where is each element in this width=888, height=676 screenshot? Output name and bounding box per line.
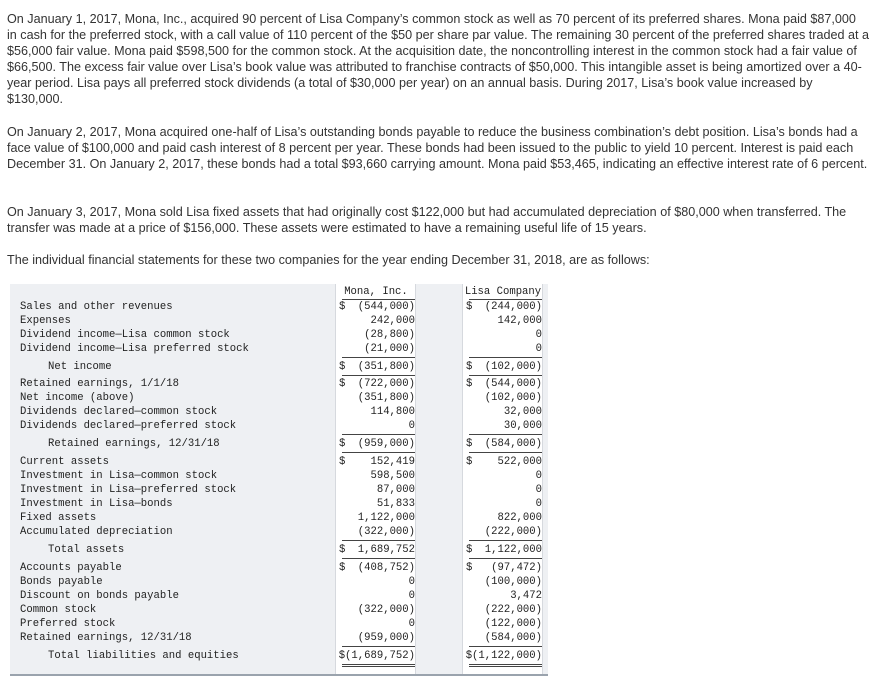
mona-value: (408,752) [357,562,415,574]
mona-value: 51,833 [376,498,415,510]
dollar-sign: $ [466,438,473,450]
subtotal-rule [342,540,415,541]
dollar-sign: $ [466,301,473,313]
mona-value: $(1,689,752) [338,650,415,662]
lisa-value: (102,000) [484,392,542,404]
lisa-value: (222,000) [484,526,542,538]
subtotal-rule [469,646,542,647]
mona-value: (544,000) [357,301,415,313]
mona-value: (322,000) [357,604,415,616]
mona-value: 242,000 [370,315,415,327]
mona-value: (21,000) [364,343,415,355]
table-row [10,391,548,405]
row-label: Current assets [20,456,110,468]
double-rule [342,664,415,665]
mona-value: (722,000) [357,378,415,390]
row-label: Total liabilities and equities [48,650,239,662]
lisa-value: 30,000 [503,420,542,432]
dollar-sign: $ [466,544,473,556]
subtotal-rule [342,357,415,358]
lisa-value: 3,472 [510,590,542,602]
lisa-value: 0 [535,329,542,341]
mona-value: 114,800 [370,406,415,418]
table-row [10,511,548,525]
lisa-value: 1,122,000 [484,544,542,556]
lisa-value: 0 [535,498,542,510]
lisa-column-header: Lisa Company [464,286,542,298]
mona-value: 598,500 [370,470,415,482]
table-row [10,497,548,511]
row-label: Dividend income—Lisa common stock [20,329,230,341]
row-label: Net income [48,361,112,373]
table-row [10,483,548,497]
total-rule [342,558,415,559]
subtotal-rule [342,434,415,435]
dollar-sign: $ [466,456,473,468]
table-row [10,405,548,419]
dollar-sign: $ [466,562,473,574]
subtotal-rule [469,540,542,541]
mona-value: (28,800) [364,329,415,341]
table-row [10,377,548,391]
table-row [10,328,548,342]
subtotal-rule [469,434,542,435]
problem-paragraph-bonds: On January 2, 2017, Mona acquired one-half of Lisa’s outstanding bonds payable to reduce the business combination’s debt position. Lisa’s bonds had a face value of $100,000 and paid cash interest of 8 percent per year. These bonds had been issued to the public to yield 10 percent. Interest is paid each December 31. On January 2, 2017, these bonds had a total $93,660 carrying amount. Mona paid $53,465, indicating an effective interest rate of 6 percent. [7,125,868,171]
dollar-sign: $ [339,544,346,556]
row-label: Investment in Lisa—preferred stock [20,484,237,496]
mona-value: (351,800) [357,392,415,404]
mona-value: (959,000) [357,438,415,450]
dollar-sign: $ [339,562,346,574]
lisa-value: (584,000) [484,632,542,644]
lisa-value: 0 [535,484,542,496]
table-row-total [10,360,548,374]
lisa-value: 142,000 [497,315,542,327]
mona-value: 87,000 [376,484,415,496]
row-label: Dividend income—Lisa preferred stock [20,343,249,355]
table-row-total [10,649,548,663]
problem-paragraph-acquisition: On January 1, 2017, Mona, Inc., acquired 90 percent of Lisa Company’s common stock as well as 70 percent of its preferred shares. Mona paid $87,000 in cash for the preferred stock, with a call value of 110 percent of the $50 per share par value. The remaining 30 percent of the preferred shares traded at a $56,000 fair value. Mona paid $598,500 for the common stock. At the acquisition date, the noncontrolling interest in the common stock had a fair value of $66,500. The excess fair value over Lisa’s book value was attributed to franchise contracts of $50,000. This intangible asset is being amortized over a 40-year period. Lisa pays all preferred stock dividends (a total of $30,000 per year) on an annual basis. During 2017, Lisa’s book value increased by $130,000. [7,12,870,106]
table-row [10,575,548,589]
total-rule [469,452,542,453]
mona-value: 0 [408,590,415,602]
mona-value: 0 [408,420,415,432]
row-label: Net income (above) [20,392,135,404]
mona-value: 0 [408,618,415,630]
lisa-value: (102,000) [484,361,542,373]
row-label: Discount on bonds payable [20,590,179,602]
problem-paragraph-fixed-assets: On January 3, 2017, Mona sold Lisa fixed assets that had originally cost $122,000 but had accumulated depreciation of $80,000 when transferred. The transfer was made at a price of $156,000. These assets were estimated to have a remaining useful life of 15 years. [7,205,847,235]
lisa-value: 0 [535,470,542,482]
row-label: Common stock [20,604,97,616]
lisa-value: (222,000) [484,604,542,616]
row-label: Bonds payable [20,576,103,588]
financial-statements-table [10,284,548,676]
total-rule [342,452,415,453]
lisa-value: 32,000 [503,406,542,418]
subtotal-rule [469,357,542,358]
lisa-value: (244,000) [484,301,542,313]
mona-value: 0 [408,576,415,588]
mona-value: (351,800) [357,361,415,373]
mona-value: (959,000) [357,632,415,644]
row-label: Fixed assets [20,512,97,524]
row-label: Dividends declared—preferred stock [20,420,237,432]
mona-column-header: Mona, Inc. [344,286,408,298]
dollar-sign: $ [339,438,346,450]
lisa-value: (544,000) [484,378,542,390]
table-row [10,617,548,631]
total-rule [469,558,542,559]
table-row [10,561,548,575]
dollar-sign: $ [339,378,346,390]
double-rule [342,666,415,667]
table-row [10,314,548,328]
lisa-value: (122,000) [484,618,542,630]
dollar-sign: $ [466,361,473,373]
row-label: Retained earnings, 12/31/18 [48,438,220,450]
mona-value: (322,000) [357,526,415,538]
double-rule [469,666,542,667]
lisa-value: (97,472) [491,562,542,574]
row-label: Retained earnings, 12/31/18 [20,632,192,644]
dollar-sign: $ [339,456,346,468]
lisa-value: (584,000) [484,438,542,450]
row-label: Retained earnings, 1/1/18 [20,378,179,390]
row-label: Total assets [48,544,125,556]
mona-value: 1,689,752 [357,544,415,556]
mona-value: 152,419 [370,456,415,468]
total-rule [342,375,415,376]
lisa-value: 0 [535,343,542,355]
table-row [10,589,548,603]
double-rule [469,664,542,665]
lisa-value: $(1,122,000) [465,650,542,662]
table-row [10,525,548,539]
table-row [10,455,548,469]
lisa-value: 822,000 [497,512,542,524]
subtotal-rule [342,646,415,647]
table-row-total [10,543,548,557]
table-row-total [10,437,548,451]
row-label: Accumulated depreciation [20,526,173,538]
lisa-value: (100,000) [484,576,542,588]
row-label: Accounts payable [20,562,122,574]
table-row [10,469,548,483]
problem-paragraph-intro-statements: The individual financial statements for these two companies for the year ending December 31, 2018, are as follows: [7,253,650,267]
table-row [10,603,548,617]
row-label: Sales and other revenues [20,301,173,313]
dollar-sign: $ [339,361,346,373]
lisa-value: 522,000 [497,456,542,468]
row-label: Investment in Lisa—common stock [20,470,218,482]
row-label: Investment in Lisa—bonds [20,498,173,510]
dollar-sign: $ [339,301,346,313]
table-row [10,419,548,433]
mona-value: 1,122,000 [357,512,415,524]
row-label: Preferred stock [20,618,116,630]
total-rule [469,375,542,376]
table-row [10,342,548,356]
row-label: Dividends declared—common stock [20,406,218,418]
table-row [10,631,548,645]
table-row [10,300,548,314]
row-label: Expenses [20,315,71,327]
dollar-sign: $ [466,378,473,390]
